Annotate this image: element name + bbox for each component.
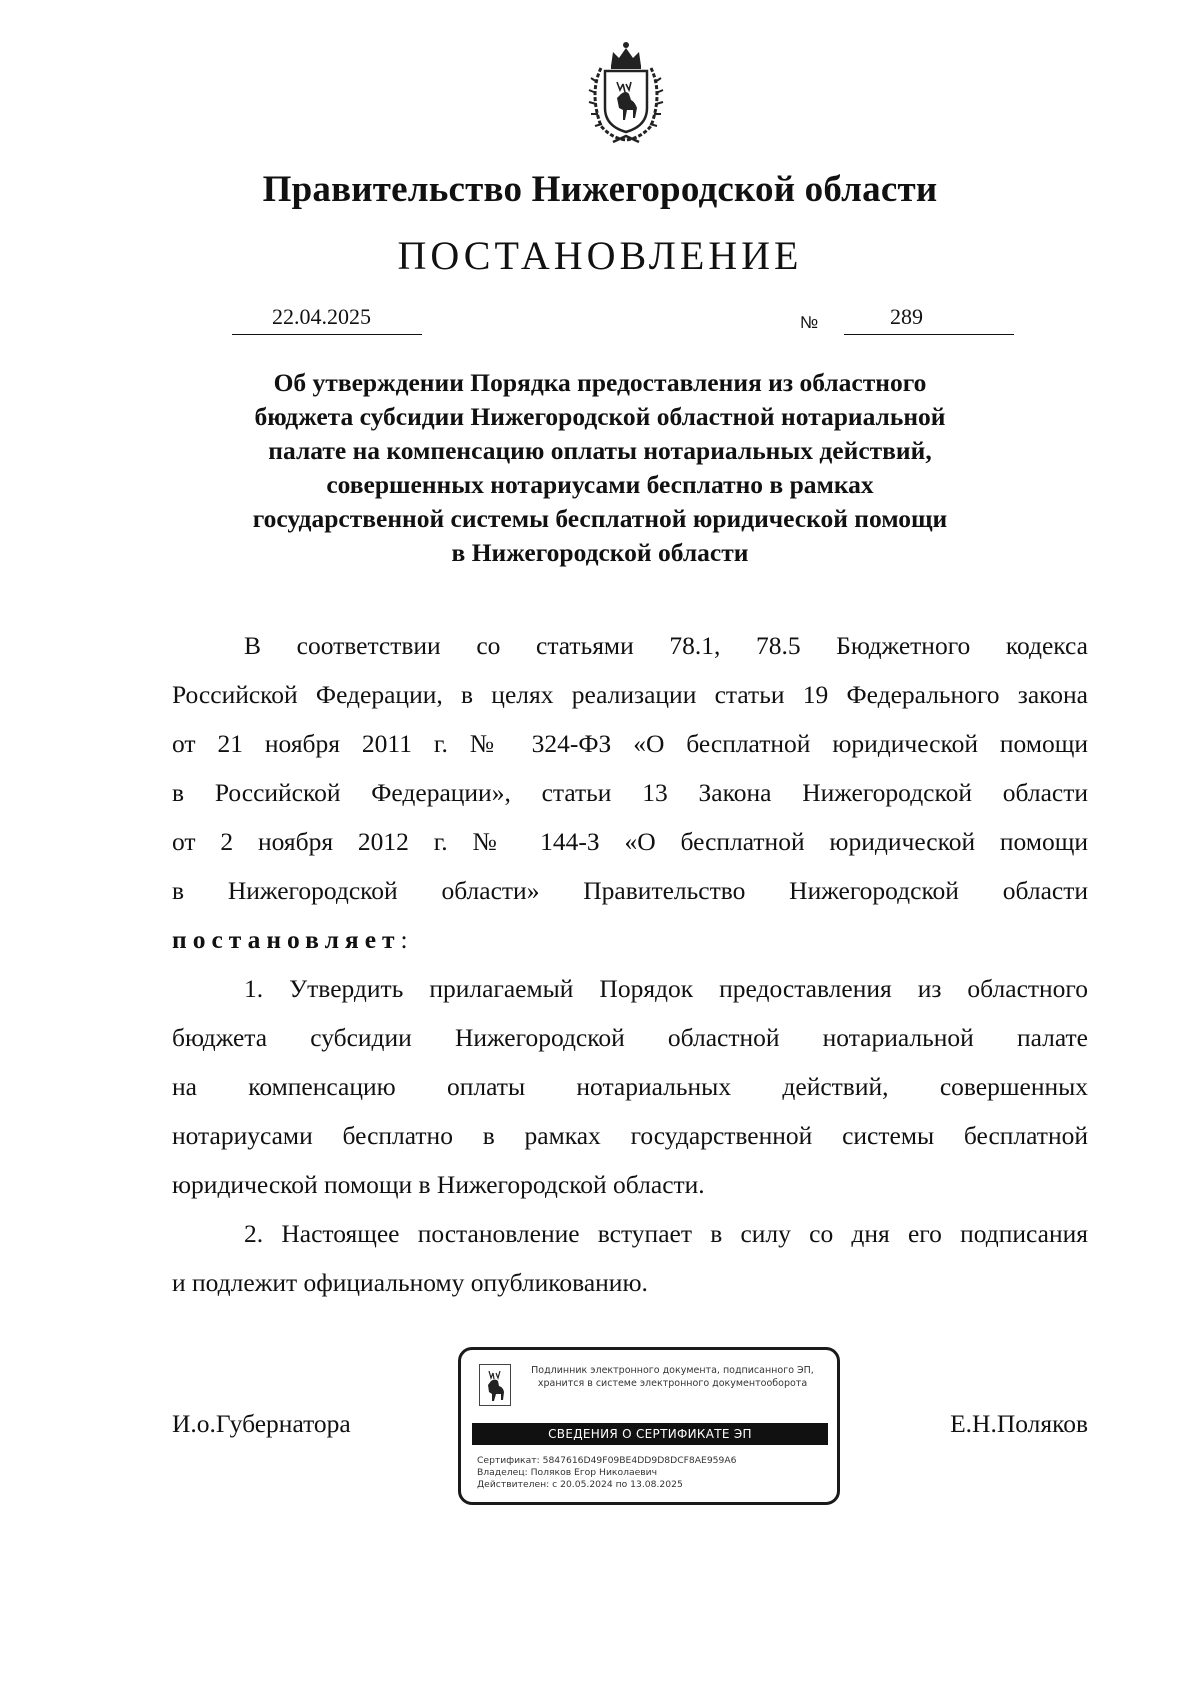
preamble-line: В соответствии со статьями 78.1, 78.5 Бюджетного кодекса — [244, 631, 1088, 660]
stamp-note — [515, 1364, 830, 1390]
stamp-note-line: хранится в системе электронного документооборота — [537, 1378, 808, 1389]
document-title — [200, 366, 1000, 570]
electronic-signature-stamp — [458, 1347, 840, 1505]
document-number: 289 — [890, 304, 923, 329]
item2-line: и подлежит официальному опубликованию. — [172, 1268, 648, 1297]
date-field — [232, 304, 422, 335]
title-line: палате на компенсацию оплаты нотариальных действий, — [268, 436, 932, 465]
government-name: Правительство Нижегородской области — [262, 169, 938, 210]
number-field — [844, 304, 1014, 335]
signatory-name: Е.Н.Поляков — [950, 1409, 1088, 1438]
item1-line: бюджета субсидии Нижегородской областной нотариальной палате — [172, 1023, 1088, 1052]
title-line: бюджета субсидии Нижегородской областной нотариальной — [254, 402, 946, 431]
preamble-line: Российской Федерации, в целях реализации статьи 19 Федерального закона — [172, 680, 1088, 709]
coat-of-arms-emblem — [571, 38, 681, 150]
document-body — [172, 621, 1088, 1307]
signatory-position: И.о.Губернатора — [172, 1409, 351, 1438]
preamble-line: в Нижегородской области» Правительство Нижегородской области — [172, 876, 1088, 905]
title-line: в Нижегородской области — [451, 538, 749, 567]
title-line: государственной системы бесплатной юридической помощи — [252, 504, 948, 533]
item2-line: 2. Настоящее постановление вступает в силу со дня его подписания — [244, 1219, 1088, 1248]
certificate-owner: Владелец: Поляков Егор Николаевич — [477, 1467, 658, 1478]
certificate-details — [477, 1455, 737, 1491]
decree-line — [172, 915, 1088, 964]
item1-line: нотариусами бесплатно в рамках государственной системы бесплатной — [172, 1121, 1088, 1150]
item1-line: на компенсацию оплаты нотариальных действий, совершенных — [172, 1072, 1088, 1101]
deer-icon — [479, 1364, 511, 1406]
document-type: ПОСТАНОВЛЕНИЕ — [397, 233, 803, 278]
item1-line: юридической помощи в Нижегородской области. — [172, 1170, 705, 1199]
stamp-note-line: Подлинник электронного документа, подписанного ЭП, — [531, 1365, 814, 1376]
certificate-number: Сертификат: 5847616D49F09BE4DD9D8DCF8AE959A6 — [477, 1455, 737, 1466]
preamble-line: от 21 ноября 2011 г. № 324-ФЗ «О бесплатной юридической помощи — [172, 729, 1088, 758]
number-label: № — [800, 313, 819, 332]
preamble-line: от 2 ноября 2012 г. № 144-З «О бесплатной юридической помощи — [172, 827, 1088, 856]
certificate-header: СВЕДЕНИЯ О СЕРТИФИКАТЕ ЭП — [472, 1423, 828, 1445]
title-line: Об утверждении Порядка предоставления из областного — [273, 368, 927, 397]
document-date: 22.04.2025 — [272, 304, 371, 329]
decree-word: постановляет — [172, 925, 401, 954]
item1-line: 1. Утвердить прилагаемый Порядок предоставления из областного — [244, 974, 1088, 1003]
preamble-line: в Российской Федерации», статьи 13 Закона Нижегородской области — [172, 778, 1088, 807]
certificate-validity: Действителен: с 20.05.2024 по 13.08.2025 — [477, 1479, 683, 1490]
decree-colon: : — [400, 925, 408, 954]
title-line: совершенных нотариусами бесплатно в рамках — [326, 470, 874, 499]
